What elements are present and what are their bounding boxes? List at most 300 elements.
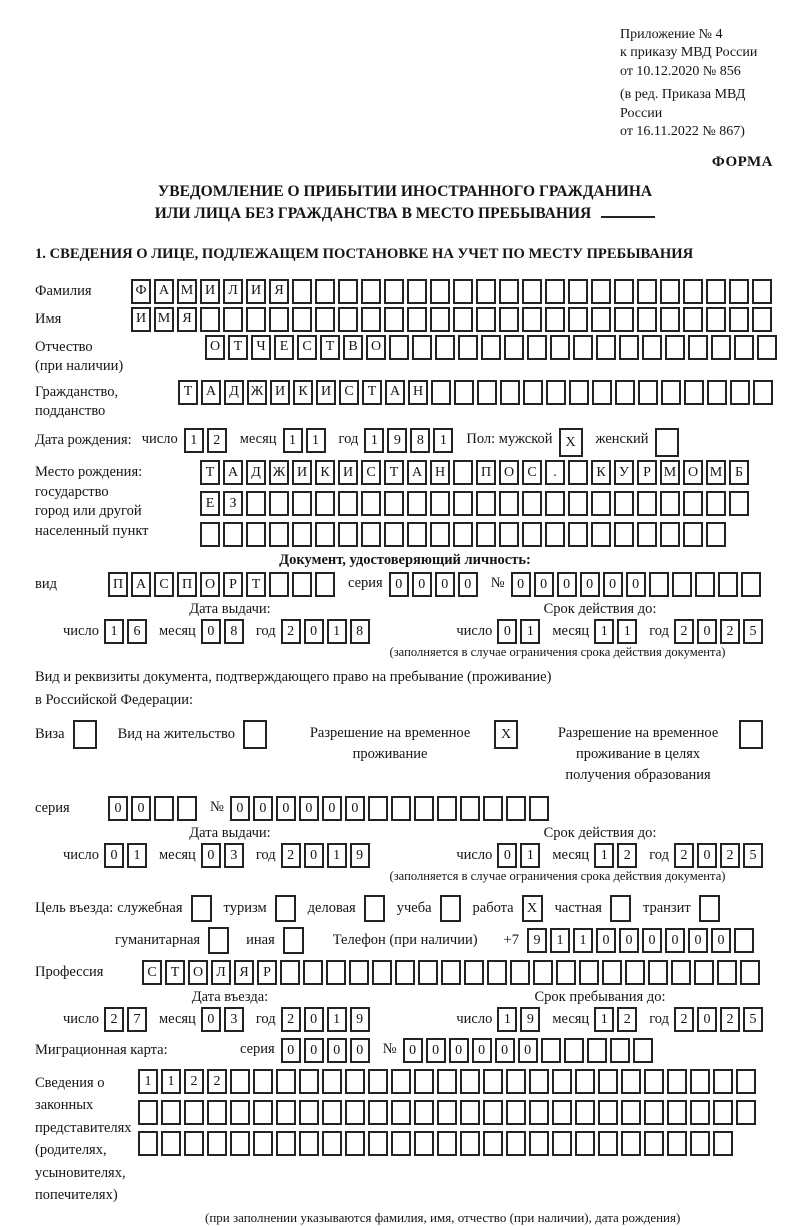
- char-cell[interactable]: И: [270, 380, 290, 405]
- char-cell[interactable]: [384, 491, 404, 516]
- char-cell[interactable]: 1: [161, 1069, 181, 1094]
- temp-residence-edu-checkbox[interactable]: [739, 720, 763, 749]
- char-cell[interactable]: Т: [165, 960, 185, 985]
- char-cell[interactable]: .: [545, 460, 565, 485]
- char-cell[interactable]: М: [177, 279, 197, 304]
- char-cell[interactable]: Ч: [251, 335, 271, 360]
- char-cell[interactable]: [246, 522, 266, 547]
- char-cell[interactable]: 0: [281, 1038, 301, 1063]
- char-cell[interactable]: [223, 522, 243, 547]
- char-cell[interactable]: [338, 522, 358, 547]
- char-cell[interactable]: 0: [230, 796, 250, 821]
- char-cell[interactable]: [414, 796, 434, 821]
- char-cell[interactable]: [368, 1100, 388, 1125]
- char-cell[interactable]: [506, 796, 526, 821]
- char-cell[interactable]: З: [223, 491, 243, 516]
- char-cell[interactable]: [361, 279, 381, 304]
- char-cell[interactable]: [683, 279, 703, 304]
- char-cell[interactable]: [568, 460, 588, 485]
- char-cell[interactable]: И: [316, 380, 336, 405]
- char-cell[interactable]: 0: [389, 572, 409, 597]
- char-cell[interactable]: Ф: [131, 279, 151, 304]
- char-cell[interactable]: [633, 1038, 653, 1063]
- char-cell[interactable]: [637, 279, 657, 304]
- char-cell[interactable]: [395, 960, 415, 985]
- char-cell[interactable]: 0: [253, 796, 273, 821]
- char-cell[interactable]: 0: [345, 796, 365, 821]
- study-checkbox[interactable]: [440, 895, 461, 922]
- char-cell[interactable]: 0: [299, 796, 319, 821]
- char-cell[interactable]: У: [614, 460, 634, 485]
- char-cell[interactable]: [437, 796, 457, 821]
- char-cell[interactable]: Т: [384, 460, 404, 485]
- char-cell[interactable]: Я: [234, 960, 254, 985]
- char-cell[interactable]: [161, 1100, 181, 1125]
- char-cell[interactable]: 0: [511, 572, 531, 597]
- char-cell[interactable]: 0: [711, 928, 731, 953]
- char-cell[interactable]: [568, 279, 588, 304]
- char-cell[interactable]: 0: [642, 928, 662, 953]
- other-checkbox[interactable]: [283, 927, 304, 954]
- char-cell[interactable]: [430, 279, 450, 304]
- char-cell[interactable]: 0: [534, 572, 554, 597]
- char-cell[interactable]: [729, 279, 749, 304]
- male-checkbox[interactable]: X: [559, 428, 583, 457]
- char-cell[interactable]: [368, 796, 388, 821]
- char-cell[interactable]: 2: [104, 1007, 124, 1032]
- char-cell[interactable]: О: [499, 460, 519, 485]
- char-cell[interactable]: Ж: [247, 380, 267, 405]
- char-cell[interactable]: [391, 1131, 411, 1156]
- char-cell[interactable]: [464, 960, 484, 985]
- char-cell[interactable]: 5: [743, 619, 763, 644]
- char-cell[interactable]: [556, 960, 576, 985]
- char-cell[interactable]: [315, 279, 335, 304]
- char-cell[interactable]: [476, 307, 496, 332]
- char-cell[interactable]: [315, 307, 335, 332]
- char-cell[interactable]: [138, 1100, 158, 1125]
- char-cell[interactable]: И: [131, 307, 151, 332]
- char-cell[interactable]: 1: [594, 619, 614, 644]
- char-cell[interactable]: [649, 572, 669, 597]
- char-cell[interactable]: [441, 960, 461, 985]
- char-cell[interactable]: [533, 960, 553, 985]
- char-cell[interactable]: [349, 960, 369, 985]
- char-cell[interactable]: [207, 1131, 227, 1156]
- char-cell[interactable]: [276, 1131, 296, 1156]
- char-cell[interactable]: 0: [304, 619, 324, 644]
- char-cell[interactable]: 0: [201, 843, 221, 868]
- char-cell[interactable]: [621, 1100, 641, 1125]
- char-cell[interactable]: [598, 1131, 618, 1156]
- char-cell[interactable]: [591, 522, 611, 547]
- char-cell[interactable]: 2: [281, 1007, 301, 1032]
- char-cell[interactable]: [569, 380, 589, 405]
- char-cell[interactable]: [694, 960, 714, 985]
- char-cell[interactable]: 0: [495, 1038, 515, 1063]
- char-cell[interactable]: Т: [320, 335, 340, 360]
- char-cell[interactable]: [740, 960, 760, 985]
- char-cell[interactable]: [414, 1069, 434, 1094]
- char-cell[interactable]: [499, 279, 519, 304]
- char-cell[interactable]: 2: [281, 843, 301, 868]
- char-cell[interactable]: [734, 335, 754, 360]
- char-cell[interactable]: [184, 1100, 204, 1125]
- char-cell[interactable]: [458, 335, 478, 360]
- char-cell[interactable]: О: [683, 460, 703, 485]
- char-cell[interactable]: Т: [362, 380, 382, 405]
- char-cell[interactable]: [487, 960, 507, 985]
- char-cell[interactable]: [575, 1131, 595, 1156]
- char-cell[interactable]: 0: [322, 796, 342, 821]
- char-cell[interactable]: Д: [224, 380, 244, 405]
- char-cell[interactable]: [322, 1069, 342, 1094]
- char-cell[interactable]: [292, 279, 312, 304]
- char-cell[interactable]: 1: [594, 1007, 614, 1032]
- char-cell[interactable]: Т: [246, 572, 266, 597]
- visa-checkbox[interactable]: [73, 720, 97, 749]
- char-cell[interactable]: [688, 335, 708, 360]
- char-cell[interactable]: 7: [127, 1007, 147, 1032]
- char-cell[interactable]: [460, 1100, 480, 1125]
- char-cell[interactable]: [736, 1100, 756, 1125]
- char-cell[interactable]: [598, 1069, 618, 1094]
- char-cell[interactable]: А: [154, 279, 174, 304]
- char-cell[interactable]: [546, 380, 566, 405]
- char-cell[interactable]: 1: [520, 619, 540, 644]
- char-cell[interactable]: С: [297, 335, 317, 360]
- char-cell[interactable]: [671, 960, 691, 985]
- char-cell[interactable]: 0: [327, 1038, 347, 1063]
- char-cell[interactable]: 1: [327, 843, 347, 868]
- char-cell[interactable]: [568, 491, 588, 516]
- char-cell[interactable]: 0: [201, 619, 221, 644]
- char-cell[interactable]: 0: [108, 796, 128, 821]
- char-cell[interactable]: К: [315, 460, 335, 485]
- char-cell[interactable]: [299, 1100, 319, 1125]
- char-cell[interactable]: [575, 1069, 595, 1094]
- char-cell[interactable]: 1: [433, 428, 453, 453]
- char-cell[interactable]: [253, 1069, 273, 1094]
- char-cell[interactable]: [460, 1069, 480, 1094]
- char-cell[interactable]: [506, 1131, 526, 1156]
- temp-residence-checkbox[interactable]: X: [494, 720, 518, 749]
- char-cell[interactable]: [741, 572, 761, 597]
- char-cell[interactable]: [454, 380, 474, 405]
- char-cell[interactable]: [453, 307, 473, 332]
- char-cell[interactable]: 1: [550, 928, 570, 953]
- char-cell[interactable]: [529, 796, 549, 821]
- char-cell[interactable]: М: [154, 307, 174, 332]
- char-cell[interactable]: 3: [224, 1007, 244, 1032]
- char-cell[interactable]: [619, 335, 639, 360]
- char-cell[interactable]: [730, 380, 750, 405]
- char-cell[interactable]: [718, 572, 738, 597]
- char-cell[interactable]: 0: [472, 1038, 492, 1063]
- char-cell[interactable]: О: [188, 960, 208, 985]
- char-cell[interactable]: О: [366, 335, 386, 360]
- char-cell[interactable]: [138, 1131, 158, 1156]
- char-cell[interactable]: [303, 960, 323, 985]
- char-cell[interactable]: [660, 279, 680, 304]
- char-cell[interactable]: И: [338, 460, 358, 485]
- char-cell[interactable]: Н: [408, 380, 428, 405]
- char-cell[interactable]: [391, 1100, 411, 1125]
- char-cell[interactable]: [483, 1131, 503, 1156]
- char-cell[interactable]: И: [292, 460, 312, 485]
- char-cell[interactable]: [637, 491, 657, 516]
- char-cell[interactable]: [276, 1100, 296, 1125]
- char-cell[interactable]: [541, 1038, 561, 1063]
- char-cell[interactable]: [292, 307, 312, 332]
- char-cell[interactable]: [506, 1100, 526, 1125]
- char-cell[interactable]: Е: [200, 491, 220, 516]
- char-cell[interactable]: 2: [184, 1069, 204, 1094]
- char-cell[interactable]: [683, 307, 703, 332]
- char-cell[interactable]: [575, 1100, 595, 1125]
- char-cell[interactable]: А: [201, 380, 221, 405]
- char-cell[interactable]: 0: [304, 843, 324, 868]
- char-cell[interactable]: 1: [497, 1007, 517, 1032]
- char-cell[interactable]: 1: [364, 428, 384, 453]
- char-cell[interactable]: [292, 491, 312, 516]
- char-cell[interactable]: [345, 1069, 365, 1094]
- char-cell[interactable]: [338, 491, 358, 516]
- char-cell[interactable]: [690, 1131, 710, 1156]
- char-cell[interactable]: [683, 522, 703, 547]
- char-cell[interactable]: 0: [619, 928, 639, 953]
- char-cell[interactable]: [154, 796, 174, 821]
- char-cell[interactable]: [269, 491, 289, 516]
- char-cell[interactable]: [648, 960, 668, 985]
- char-cell[interactable]: 2: [720, 1007, 740, 1032]
- char-cell[interactable]: [552, 1069, 572, 1094]
- char-cell[interactable]: [667, 1131, 687, 1156]
- char-cell[interactable]: 2: [720, 843, 740, 868]
- char-cell[interactable]: Т: [228, 335, 248, 360]
- char-cell[interactable]: 0: [304, 1007, 324, 1032]
- char-cell[interactable]: 1: [283, 428, 303, 453]
- char-cell[interactable]: Р: [257, 960, 277, 985]
- char-cell[interactable]: [690, 1069, 710, 1094]
- char-cell[interactable]: 0: [665, 928, 685, 953]
- char-cell[interactable]: [476, 522, 496, 547]
- char-cell[interactable]: [483, 1100, 503, 1125]
- char-cell[interactable]: 2: [674, 619, 694, 644]
- char-cell[interactable]: [642, 335, 662, 360]
- char-cell[interactable]: [345, 1100, 365, 1125]
- char-cell[interactable]: [315, 572, 335, 597]
- char-cell[interactable]: 5: [743, 843, 763, 868]
- char-cell[interactable]: Ж: [269, 460, 289, 485]
- char-cell[interactable]: [667, 1100, 687, 1125]
- char-cell[interactable]: [499, 307, 519, 332]
- char-cell[interactable]: [276, 1069, 296, 1094]
- char-cell[interactable]: 1: [127, 843, 147, 868]
- char-cell[interactable]: И: [246, 279, 266, 304]
- char-cell[interactable]: 0: [557, 572, 577, 597]
- char-cell[interactable]: А: [385, 380, 405, 405]
- char-cell[interactable]: [545, 522, 565, 547]
- char-cell[interactable]: 0: [518, 1038, 538, 1063]
- char-cell[interactable]: 0: [201, 1007, 221, 1032]
- char-cell[interactable]: 0: [697, 619, 717, 644]
- char-cell[interactable]: 6: [127, 619, 147, 644]
- char-cell[interactable]: [660, 491, 680, 516]
- char-cell[interactable]: [453, 491, 473, 516]
- char-cell[interactable]: [200, 307, 220, 332]
- char-cell[interactable]: 5: [743, 1007, 763, 1032]
- char-cell[interactable]: [713, 1069, 733, 1094]
- char-cell[interactable]: 0: [697, 1007, 717, 1032]
- char-cell[interactable]: П: [177, 572, 197, 597]
- char-cell[interactable]: [510, 960, 530, 985]
- char-cell[interactable]: 0: [435, 572, 455, 597]
- char-cell[interactable]: М: [706, 460, 726, 485]
- char-cell[interactable]: [453, 522, 473, 547]
- char-cell[interactable]: [545, 491, 565, 516]
- char-cell[interactable]: [161, 1131, 181, 1156]
- char-cell[interactable]: [661, 380, 681, 405]
- char-cell[interactable]: [430, 307, 450, 332]
- char-cell[interactable]: [614, 491, 634, 516]
- char-cell[interactable]: 0: [596, 928, 616, 953]
- char-cell[interactable]: [573, 335, 593, 360]
- char-cell[interactable]: [368, 1131, 388, 1156]
- char-cell[interactable]: [545, 279, 565, 304]
- char-cell[interactable]: [338, 279, 358, 304]
- char-cell[interactable]: [729, 491, 749, 516]
- char-cell[interactable]: [596, 335, 616, 360]
- char-cell[interactable]: [625, 960, 645, 985]
- char-cell[interactable]: [407, 307, 427, 332]
- char-cell[interactable]: 0: [276, 796, 296, 821]
- char-cell[interactable]: 2: [720, 619, 740, 644]
- char-cell[interactable]: [184, 1131, 204, 1156]
- char-cell[interactable]: [610, 1038, 630, 1063]
- char-cell[interactable]: [568, 522, 588, 547]
- char-cell[interactable]: [483, 1069, 503, 1094]
- char-cell[interactable]: 8: [350, 619, 370, 644]
- char-cell[interactable]: 9: [387, 428, 407, 453]
- char-cell[interactable]: [500, 380, 520, 405]
- char-cell[interactable]: [437, 1069, 457, 1094]
- char-cell[interactable]: [460, 1131, 480, 1156]
- char-cell[interactable]: [230, 1100, 250, 1125]
- char-cell[interactable]: [499, 522, 519, 547]
- char-cell[interactable]: [591, 491, 611, 516]
- char-cell[interactable]: [637, 307, 657, 332]
- char-cell[interactable]: [453, 279, 473, 304]
- char-cell[interactable]: О: [200, 572, 220, 597]
- char-cell[interactable]: [361, 491, 381, 516]
- char-cell[interactable]: С: [142, 960, 162, 985]
- char-cell[interactable]: [568, 307, 588, 332]
- char-cell[interactable]: [522, 491, 542, 516]
- char-cell[interactable]: 0: [412, 572, 432, 597]
- char-cell[interactable]: [644, 1131, 664, 1156]
- char-cell[interactable]: 0: [350, 1038, 370, 1063]
- char-cell[interactable]: [437, 1131, 457, 1156]
- female-checkbox[interactable]: [655, 428, 679, 457]
- char-cell[interactable]: [506, 1069, 526, 1094]
- char-cell[interactable]: [384, 307, 404, 332]
- char-cell[interactable]: Л: [211, 960, 231, 985]
- char-cell[interactable]: [695, 572, 715, 597]
- char-cell[interactable]: [361, 522, 381, 547]
- char-cell[interactable]: [729, 307, 749, 332]
- char-cell[interactable]: [453, 460, 473, 485]
- char-cell[interactable]: 0: [697, 843, 717, 868]
- char-cell[interactable]: [564, 1038, 584, 1063]
- char-cell[interactable]: [621, 1069, 641, 1094]
- char-cell[interactable]: Т: [178, 380, 198, 405]
- char-cell[interactable]: Я: [269, 279, 289, 304]
- char-cell[interactable]: 9: [350, 843, 370, 868]
- char-cell[interactable]: С: [154, 572, 174, 597]
- char-cell[interactable]: [246, 307, 266, 332]
- char-cell[interactable]: [345, 1131, 365, 1156]
- transit-checkbox[interactable]: [699, 895, 720, 922]
- char-cell[interactable]: [299, 1069, 319, 1094]
- char-cell[interactable]: 3: [224, 843, 244, 868]
- char-cell[interactable]: [522, 522, 542, 547]
- char-cell[interactable]: 1: [327, 619, 347, 644]
- char-cell[interactable]: [368, 1069, 388, 1094]
- char-cell[interactable]: И: [200, 279, 220, 304]
- char-cell[interactable]: [504, 335, 524, 360]
- char-cell[interactable]: 0: [497, 843, 517, 868]
- char-cell[interactable]: [591, 307, 611, 332]
- char-cell[interactable]: [550, 335, 570, 360]
- char-cell[interactable]: 2: [674, 1007, 694, 1032]
- char-cell[interactable]: 0: [603, 572, 623, 597]
- char-cell[interactable]: [752, 279, 772, 304]
- char-cell[interactable]: [322, 1100, 342, 1125]
- char-cell[interactable]: [418, 960, 438, 985]
- char-cell[interactable]: [713, 1131, 733, 1156]
- char-cell[interactable]: [706, 279, 726, 304]
- char-cell[interactable]: [361, 307, 381, 332]
- char-cell[interactable]: [614, 307, 634, 332]
- char-cell[interactable]: С: [361, 460, 381, 485]
- char-cell[interactable]: [414, 1100, 434, 1125]
- char-cell[interactable]: [529, 1100, 549, 1125]
- char-cell[interactable]: 1: [306, 428, 326, 453]
- char-cell[interactable]: [614, 522, 634, 547]
- char-cell[interactable]: 0: [626, 572, 646, 597]
- char-cell[interactable]: Р: [637, 460, 657, 485]
- char-cell[interactable]: [407, 491, 427, 516]
- char-cell[interactable]: А: [223, 460, 243, 485]
- char-cell[interactable]: П: [108, 572, 128, 597]
- char-cell[interactable]: [372, 960, 392, 985]
- char-cell[interactable]: [598, 1100, 618, 1125]
- char-cell[interactable]: [736, 1069, 756, 1094]
- char-cell[interactable]: [734, 928, 754, 953]
- char-cell[interactable]: П: [476, 460, 496, 485]
- char-cell[interactable]: [481, 335, 501, 360]
- char-cell[interactable]: А: [131, 572, 151, 597]
- char-cell[interactable]: 0: [104, 843, 124, 868]
- char-cell[interactable]: К: [591, 460, 611, 485]
- char-cell[interactable]: [672, 572, 692, 597]
- char-cell[interactable]: [407, 522, 427, 547]
- char-cell[interactable]: 9: [520, 1007, 540, 1032]
- char-cell[interactable]: 2: [617, 843, 637, 868]
- char-cell[interactable]: [592, 380, 612, 405]
- char-cell[interactable]: 8: [224, 619, 244, 644]
